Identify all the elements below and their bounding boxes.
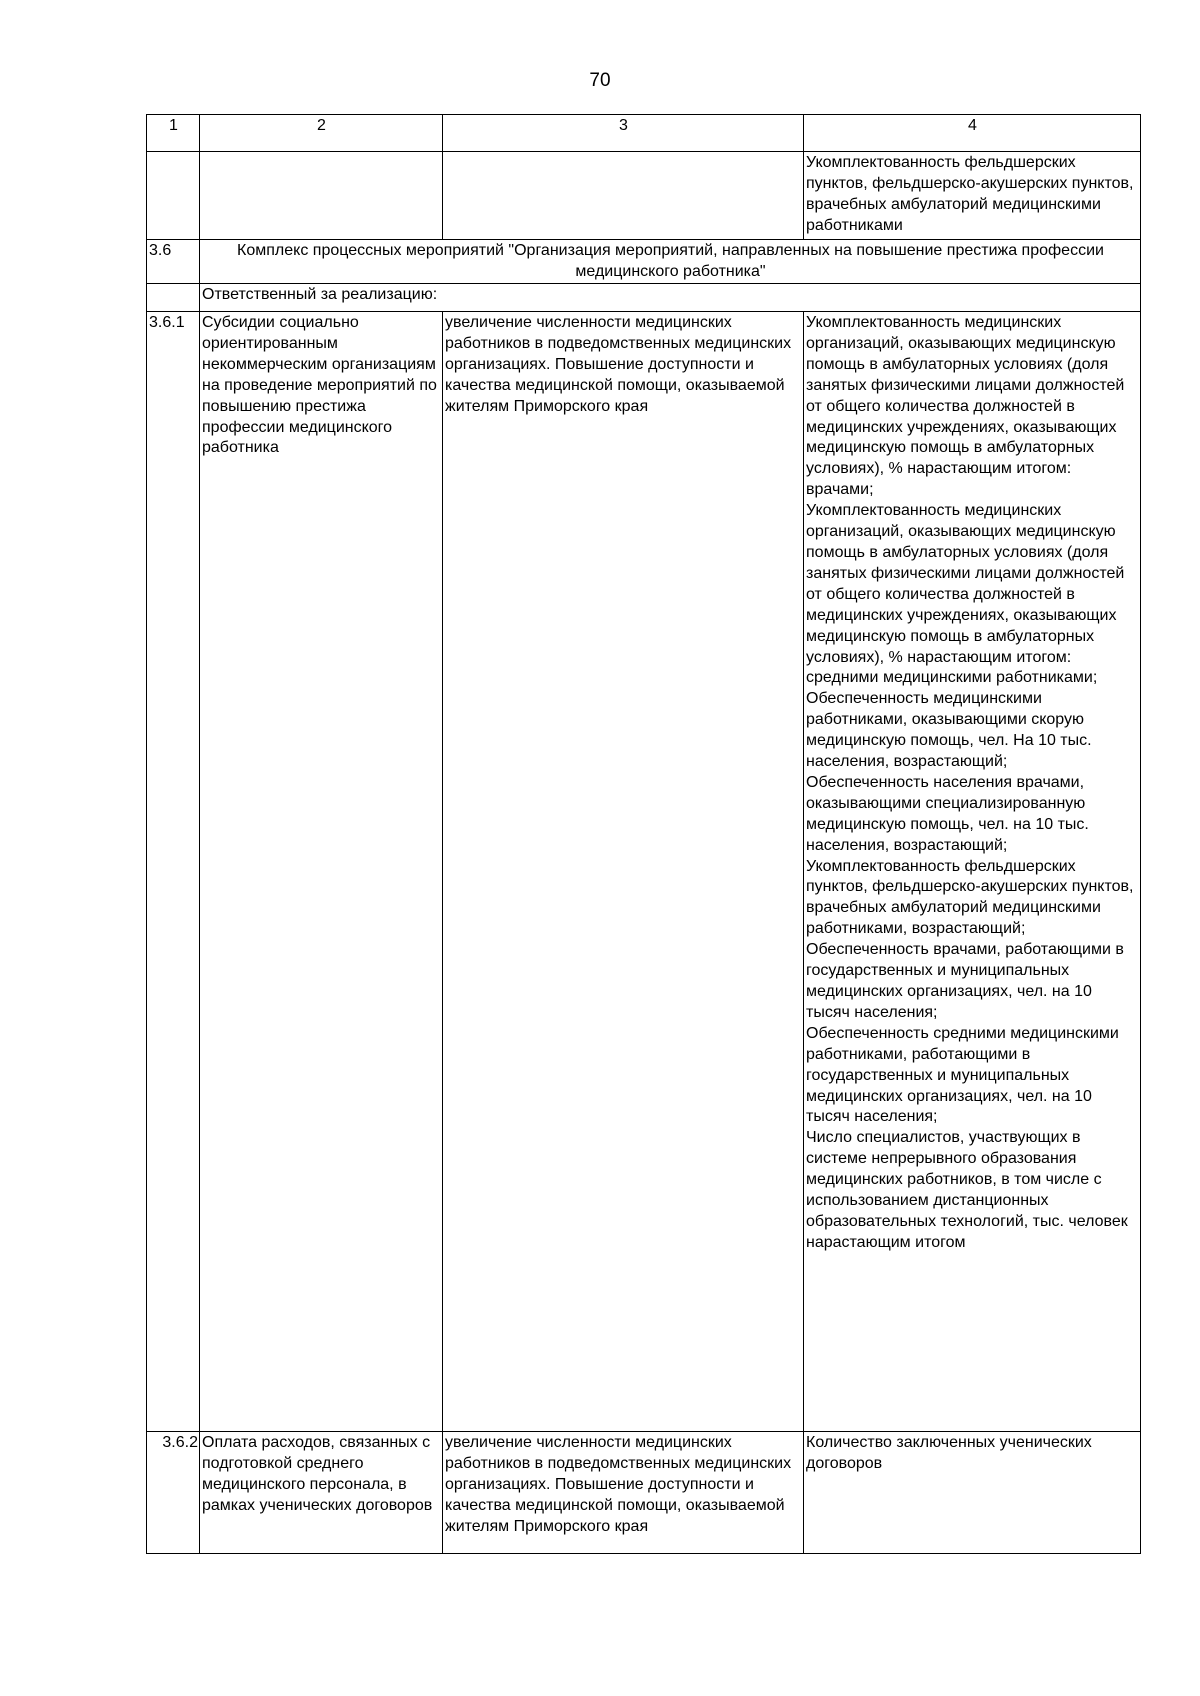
section-row (147, 240, 1141, 284)
indicator-item: Укомплектованность фельдшерских пунктов, фельдшерско-акушерских пунктов, врачебных амбулаторий медицинскими работниками, возрастающий; (806, 857, 1134, 938)
indicator-item: Обеспеченность средними медицинскими работниками, работающими в государственных и муниципальных медицинских организациях, чел. на 10 тысяч населения; (806, 1024, 1119, 1126)
indicator-item: Обеспеченность медицинскими работниками, оказывающими скорую медицинскую помощь, чел. На 10 тыс. населения, возрастающий; (806, 690, 1092, 771)
indicators-cell (804, 1432, 1141, 1554)
header-col-4: 4 (804, 115, 1141, 152)
row-number: 3.6.1 (147, 312, 200, 1432)
continuation-row (147, 152, 1141, 240)
cell-empty (147, 284, 200, 312)
cell-empty (147, 152, 200, 240)
program-table (146, 114, 1141, 1554)
header-col-2: 2 (200, 115, 443, 152)
indicator-item: Укомплектованность медицинских организаций, оказывающих медицинскую помощь в амбулаторных условиях (доля занятых физическими лицами должностей от общего количества должностей в медицинских учреждениях, оказывающих медицинскую помощь в амбулаторных условиях), % нарастающим итогом: врачами; (806, 314, 1125, 499)
indicator-item: Обеспеченность населения врачами, оказывающими специализированную медицинскую помощь, чел. на 10 тыс. населения, возрастающий; (806, 773, 1089, 854)
responsible-label: Ответственный за реализацию: (200, 284, 1141, 312)
expected-result: увеличение численности медицинских работников в подведомственных медицинских организациях. Повышение доступности и качества медицинской помощи, оказываемой жителям Приморского края (443, 312, 804, 1432)
table-header-row (147, 115, 1141, 152)
responsible-row (147, 284, 1141, 312)
indicator-cell: Укомплектованность фельдшерских пунктов, фельдшерско-акушерских пунктов, врачебных амбулаторий медицинскими работниками (804, 152, 1141, 240)
table-row (147, 1432, 1141, 1554)
section-title: Комплекс процессных мероприятий "Организация мероприятий, направленных на повышение престижа профессии медицинского работника" (200, 240, 1141, 284)
indicator-item: Укомплектованность медицинских организаций, оказывающих медицинскую помощь в амбулаторных условиях (доля занятых физическими лицами должностей от общего количества должностей в медицинских учреждениях, оказывающих медицинскую помощь в амбулаторных условиях), % нарастающим итогом: средними медицинскими работниками; (806, 502, 1125, 687)
cell-empty (443, 152, 804, 240)
row-number: 3.6.2 (147, 1432, 200, 1554)
indicator-item: Обеспеченность врачами, работающими в государственных и муниципальных медицинских организациях, чел. на 10 тысяч населения; (806, 941, 1124, 1021)
expected-result: увеличение численности медицинских работников в подведомственных медицинских организациях. Повышение доступности и качества медицинской помощи, оказываемой жителям Приморского края (443, 1432, 804, 1554)
header-col-3: 3 (443, 115, 804, 152)
cell-empty (200, 152, 443, 240)
table-row (147, 312, 1141, 1432)
activity-name: Субсидии социально ориентированным некоммерческим организациям на проведение мероприятий по повышению престижа профессии медицинского работника (200, 312, 443, 1432)
indicator-item: Количество заключенных ученических договоров (806, 1434, 1092, 1472)
indicators-cell (804, 312, 1141, 1432)
indicator-item: Число специалистов, участвующих в системе непрерывного образования медицинских работников, в том числе с использованием дистанционных образовательных технологий, тыс. человек нарастающим итогом (806, 1129, 1128, 1251)
section-number: 3.6 (147, 240, 200, 284)
header-col-1: 1 (147, 115, 200, 152)
page-number: 70 (589, 70, 611, 91)
activity-name: Оплата расходов, связанных с подготовкой среднего медицинского персонала, в рамках ученических договоров (200, 1432, 443, 1554)
